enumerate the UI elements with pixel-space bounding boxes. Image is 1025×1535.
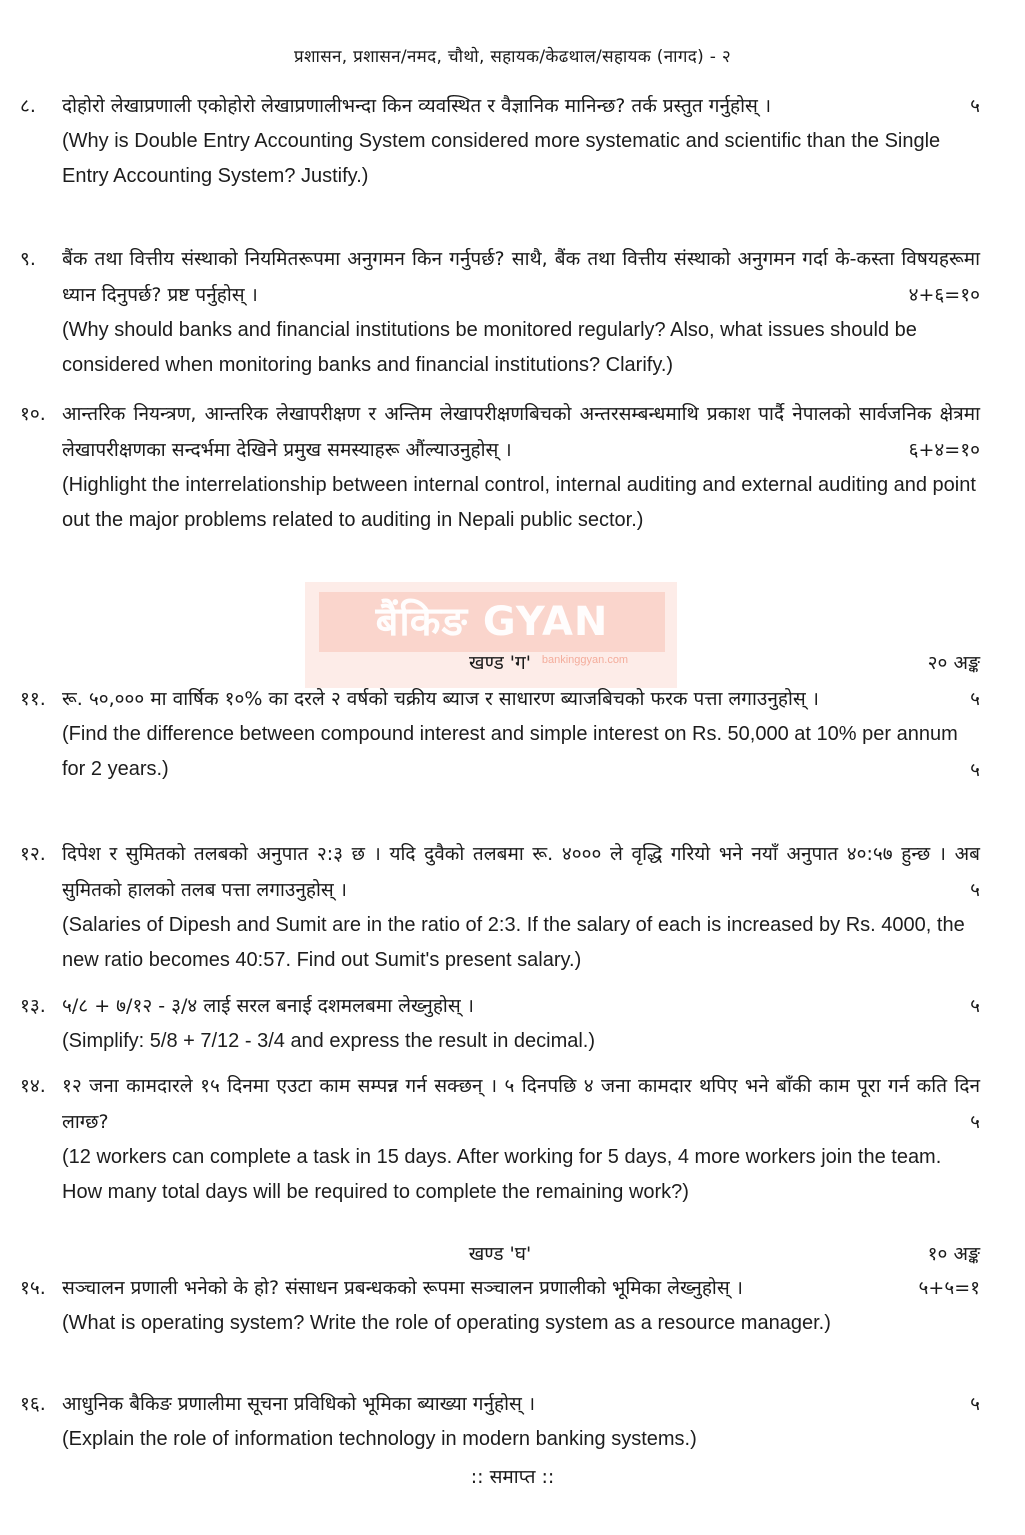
question-text-en: (Salaries of Dipesh and Sumit are in the ratio of 2:3. If the salary of each is increased by Rs. 4000, the new ratio becomes 40:57. Find out Sumit's present salary.) bbox=[62, 914, 965, 971]
question-text-np: १२ जना कामदारले १५ दिनमा एउटा काम सम्पन्न गर्न सक्छन् । ५ दिनपछि ४ जना कामदार थपिए भने बाँकी काम पूरा गर्न कति दिन लाग्छ? bbox=[62, 1075, 980, 1133]
question-marks: ६+४=१० bbox=[908, 439, 980, 461]
question-number: १६. bbox=[20, 1393, 46, 1415]
question-11 bbox=[20, 681, 980, 787]
question-marks: ५ bbox=[970, 95, 980, 117]
question-number: १४. bbox=[20, 1075, 46, 1097]
question-text-np: दोहोरो लेखाप्रणाली एकोहोरो लेखाप्रणालीभन्दा किन व्यवस्थित र वैज्ञानिक मानिन्छ? तर्क प्रस्तुत गर्नुहोस् । bbox=[62, 95, 772, 117]
question-number: ८. bbox=[20, 95, 36, 117]
question-8 bbox=[20, 88, 980, 194]
question-text-np: दिपेश र सुमितको तलबको अनुपात २:३ छ । यदि दुवैको तलबमा रू. ४००० ले वृद्धि गरियो भने नयाँ अनुपात ४०:५७ हुन्छ । अब सुमितको हालको तलब पत्ता लगाउनुहोस् । bbox=[62, 843, 980, 901]
question-number: १३. bbox=[20, 995, 46, 1017]
end-marker: :: समाप्त :: bbox=[470, 1466, 555, 1488]
question-text-np: आधुनिक बैकिङ प्रणालीमा सूचना प्रविधिको भूमिका ब्याख्या गर्नुहोस् । bbox=[62, 1393, 536, 1415]
question-text-en: (Explain the role of information technology in modern banking systems.) bbox=[62, 1428, 697, 1450]
question-number: १५. bbox=[20, 1277, 46, 1299]
question-15 bbox=[20, 1270, 980, 1341]
question-text-en: (Why should banks and financial institutions be monitored regularly? Also, what issues should be considered when monitoring banks and financial institutions? Clarify.) bbox=[62, 319, 917, 376]
question-marks: ४+६=१० bbox=[908, 284, 980, 306]
section-marks: २० अङ्क bbox=[927, 652, 980, 674]
question-text-en: (Simplify: 5/8 + 7/12 - 3/4 and express the result in decimal.) bbox=[62, 1030, 596, 1052]
question-text-en: (12 workers can complete a task in 15 days. After working for 5 days, 4 more workers join the team. How many total days will be required to complete the remaining work?) bbox=[62, 1146, 942, 1203]
question-marks: ५ bbox=[970, 688, 980, 710]
watermark-logo: बैंकिङ GYAN bbox=[319, 592, 665, 652]
section-title: खण्ड 'ग' bbox=[469, 652, 531, 674]
question-marks: ५+५=१ bbox=[918, 1277, 980, 1299]
question-text-np: सञ्चालन प्रणाली भनेको के हो? संसाधन प्रबन्धकको रूपमा सञ्चालन प्रणालीको भूमिका लेख्नुहोस् । bbox=[62, 1277, 743, 1299]
question-text-np: आन्तरिक नियन्त्रण, आन्तरिक लेखापरीक्षण र अन्तिम लेखापरीक्षणबिचको अन्तरसम्बन्धमाथि प्रकाश पार्दै नेपालको सार्वजनिक क्षेत्रमा लेखापरीक्षणका सन्दर्भमा देखिने प्रमुख समस्याहरू औंल्याउनुहोस् । bbox=[62, 403, 980, 461]
question-marks: ५ bbox=[970, 995, 980, 1017]
question-number: १२. bbox=[20, 843, 46, 865]
question-marks: ५ bbox=[970, 1393, 980, 1415]
question-marks-en: ५ bbox=[970, 759, 980, 781]
question-number: १०. bbox=[20, 403, 46, 425]
question-12 bbox=[20, 836, 980, 978]
watermark-url: bankinggyan.com bbox=[541, 654, 629, 666]
question-number: ९. bbox=[20, 248, 36, 270]
question-marks: ५ bbox=[970, 879, 980, 901]
question-text-np: ५/८ + ७/१२ - ३/४ लाई सरल बनाई दशमलबमा लेख्नुहोस् । bbox=[62, 995, 474, 1017]
question-text-en: (What is operating system? Write the role of operating system as a resource manager.) bbox=[62, 1312, 831, 1334]
question-10 bbox=[20, 396, 980, 538]
section-title: खण्ड 'घ' bbox=[468, 1243, 532, 1265]
paper-header: प्रशासन, प्रशासन/नमद, चौथो, सहायक/केढथाल/सहायक (नागद) - २ bbox=[293, 47, 731, 67]
question-16 bbox=[20, 1386, 980, 1457]
question-text-en: (Highlight the interrelationship between internal control, internal auditing and external auditing and point out the major problems related to auditing in Nepali public sector.) bbox=[62, 474, 976, 531]
section-heading-ga bbox=[20, 645, 980, 681]
question-9 bbox=[20, 241, 980, 383]
question-13 bbox=[20, 988, 980, 1059]
question-text-en: (Find the difference between compound interest and simple interest on Rs. 50,000 at 10% per annum for 2 years.) bbox=[62, 723, 958, 780]
question-text-en: (Why is Double Entry Accounting System considered more systematic and scientific than the Single Entry Accounting System? Justify.) bbox=[62, 130, 941, 187]
question-14 bbox=[20, 1068, 980, 1210]
question-text-np: बैंक तथा वित्तीय संस्थाको नियमितरूपमा अनुगमन किन गर्नुपर्छ? साथै, बैंक तथा वित्तीय संस्थाको अनुगमन गर्दा के-कस्ता विषयहरूमा ध्यान दिनुपर्छ? प्रष्ट पर्नुहोस् । bbox=[62, 248, 980, 306]
question-number: ११. bbox=[20, 688, 46, 710]
section-heading-gha bbox=[20, 1236, 980, 1272]
question-text-np: रू. ५०,००० मा वार्षिक १०% का दरले २ वर्षको चक्रीय ब्याज र साधारण ब्याजबिचको फरक पत्ता लगाउनुहोस् । bbox=[62, 688, 819, 710]
section-marks: १० अङ्क bbox=[927, 1243, 980, 1265]
question-marks: ५ bbox=[970, 1111, 980, 1133]
